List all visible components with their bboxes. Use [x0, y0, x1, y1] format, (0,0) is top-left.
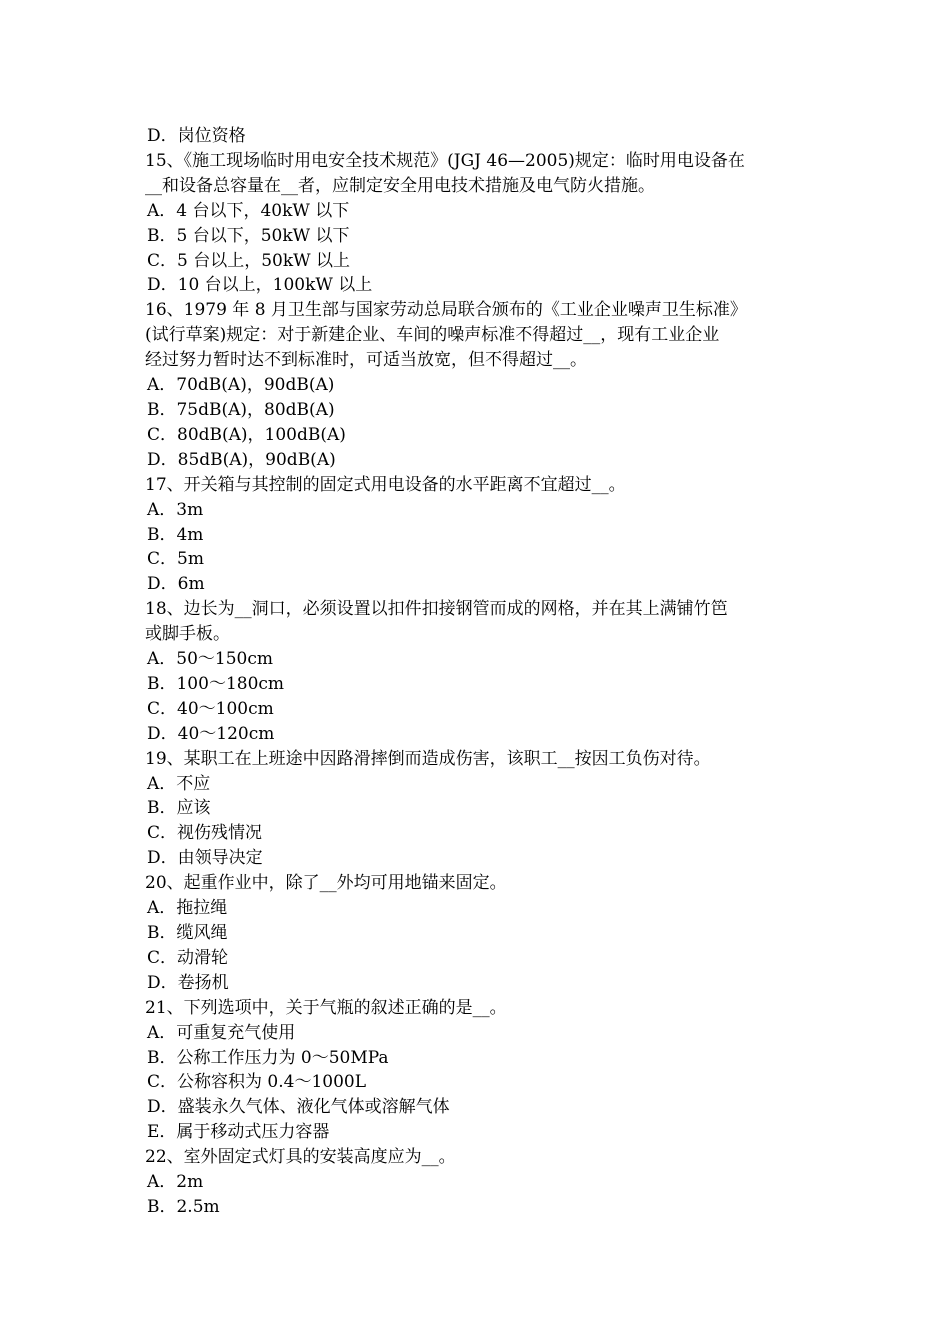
question-text: 或脚手板。 [145, 624, 230, 645]
question-text: 20、起重作业中，除了__外均可用地锚来固定。 [145, 873, 507, 894]
answer-option: E．属于移动式压力容器 [147, 1122, 330, 1143]
answer-option: C．公称容积为 0.4～1000L [147, 1072, 366, 1093]
answer-option: B．缆风绳 [147, 923, 228, 943]
answer-option: B．2.5m [147, 1196, 220, 1217]
answer-option: B．4m [147, 524, 204, 545]
answer-option: C．视伤残情况 [147, 823, 263, 844]
question-text: 18、边长为__洞口，必须设置以扣件扣接钢管而成的网格，并在其上满铺竹笆 [145, 599, 728, 620]
answer-option: B．公称工作压力为 0～50MPa [147, 1047, 389, 1068]
answer-option: A．70dB(A)，90dB(A) [147, 375, 335, 396]
question-text: 15、《施工现场临时用电安全技术规范》(JGJ 46—2005)规定：临时用电设备在 [145, 150, 745, 171]
answer-option: B．100～180cm [147, 673, 285, 694]
answer-option: A．拖拉绳 [147, 898, 228, 919]
answer-option: C．80dB(A)，100dB(A) [147, 424, 346, 445]
answer-option: D．卷扬机 [147, 972, 229, 993]
question-text: (试行草案)规定：对于新建企业、车间的噪声标准不得超过__，现有工业企业 [145, 325, 720, 346]
answer-option: B．应该 [147, 798, 211, 819]
answer-option: D．盛装永久气体、液化气体或溶解气体 [147, 1097, 450, 1118]
answer-option: D．85dB(A)，90dB(A) [147, 449, 336, 470]
answer-option: D．由领导决定 [147, 848, 263, 869]
answer-option: A．2m [147, 1172, 204, 1193]
answer-option: D．6m [147, 574, 205, 595]
answer-option: D．40～120cm [147, 723, 275, 744]
answer-option: B．5 台以下，50kW 以下 [147, 225, 350, 246]
answer-option: D．岗位资格 [147, 126, 246, 146]
question-text: 21、下列选项中，关于气瓶的叙述正确的是__。 [145, 997, 507, 1018]
answer-option: A．3m [147, 499, 204, 520]
question-text: 19、某职工在上班途中因路滑摔倒而造成伤害，该职工__按因工负伤对待。 [145, 748, 711, 769]
question-list [145, 124, 810, 1220]
answer-option: C．5m [147, 549, 204, 570]
answer-option: A．不应 [147, 773, 211, 794]
question-text: 17、开关箱与其控制的固定式用电设备的水平距离不宜超过__。 [145, 474, 626, 495]
answer-option: C．动滑轮 [147, 947, 229, 968]
question-text: 22、室外固定式灯具的安装高度应为__。 [145, 1147, 456, 1168]
answer-option: A．4 台以下，40kW 以下 [147, 200, 350, 221]
answer-option: D．10 台以上，100kW 以上 [147, 275, 373, 296]
answer-option: B．75dB(A)，80dB(A) [147, 399, 335, 420]
answer-option: C．5 台以上，50kW 以上 [147, 250, 351, 271]
answer-option: C．40～100cm [147, 698, 274, 719]
question-text: __和设备总容量在__者，应制定安全用电技术措施及电气防火措施。 [145, 175, 655, 196]
answer-option: A．50～150cm [147, 649, 273, 670]
answer-option: A．可重复充气使用 [147, 1022, 296, 1043]
question-text: 16、1979 年 8 月卫生部与国家劳动总局联合颁布的《工业企业噪声卫生标准》 [145, 300, 747, 321]
question-text: 经过努力暂时达不到标准时，可适当放宽，但不得超过__。 [145, 350, 587, 371]
